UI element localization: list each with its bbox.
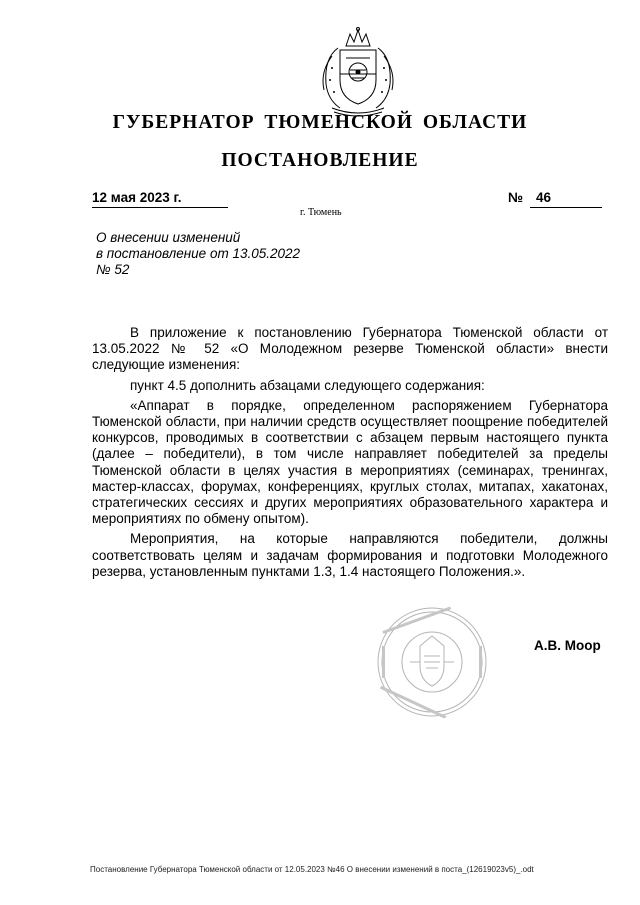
- document-number: [508, 189, 604, 208]
- document-subject: [96, 230, 336, 278]
- subject-line: О внесении изменений: [96, 230, 241, 245]
- body-paragraph: В приложение к постановлению Губернатора Тюменской области от 13.05.2022 № 52 «О Молодежном резерве Тюменской области» внести следующие изменения:: [92, 325, 608, 373]
- body-paragraph: Мероприятия, на которые направляются победители, должны соответствовать целям и задачам формирования и подготовки Молодежного резерва, установленным пунктами 1.3, 1.4 настоящего Положения.».: [92, 531, 608, 579]
- subject-line: в постановление от 13.05.2022: [96, 246, 301, 261]
- signer-name: А.В. Моор: [534, 638, 601, 653]
- authority-title: ГУБЕРНАТОР ТЮМЕНСКОЙ ОБЛАСТИ: [112, 112, 528, 133]
- date-text: 12 мая 2023 г.: [92, 190, 182, 205]
- number-sign: №: [508, 190, 524, 205]
- subject-line: № 52: [96, 262, 130, 277]
- official-seal-stamp: [376, 606, 488, 718]
- document-body: [92, 325, 608, 580]
- city-label: г. Тюмень: [300, 207, 342, 218]
- document-date: [92, 189, 228, 208]
- document-type-title: ПОСТАНОВЛЕНИЕ: [221, 150, 419, 171]
- page-footer: Постановление Губернатора Тюменской области от 12.05.2023 №46 О внесении изменений в поста_(12619023v5)_.odt: [90, 865, 534, 874]
- coat-of-arms-icon: [310, 24, 406, 120]
- number-underline: [530, 189, 602, 208]
- body-paragraph: пункт 4.5 дополнить абзацами следующего содержания:: [130, 377, 485, 393]
- number-text: 46: [536, 190, 552, 205]
- body-paragraph: «Аппарат в порядке, определенном распоряжением Губернатора Тюменской области, при наличии средств осуществляет поощрение победителей конкурсов, проводимых в соответствии с абзацем первым настоящего пункта (далее – победители), в том числе направляет победителей за пределы Тюменской области в целях участия в мероприятиях (семинарах, тренингах, мастер-классах, форумах, конференциях, круглых столах, митапах, хакатонах, стратегических сессиях и других мероприятиях образовательного характера и мероприятиях по обмену опытом).: [92, 397, 608, 527]
